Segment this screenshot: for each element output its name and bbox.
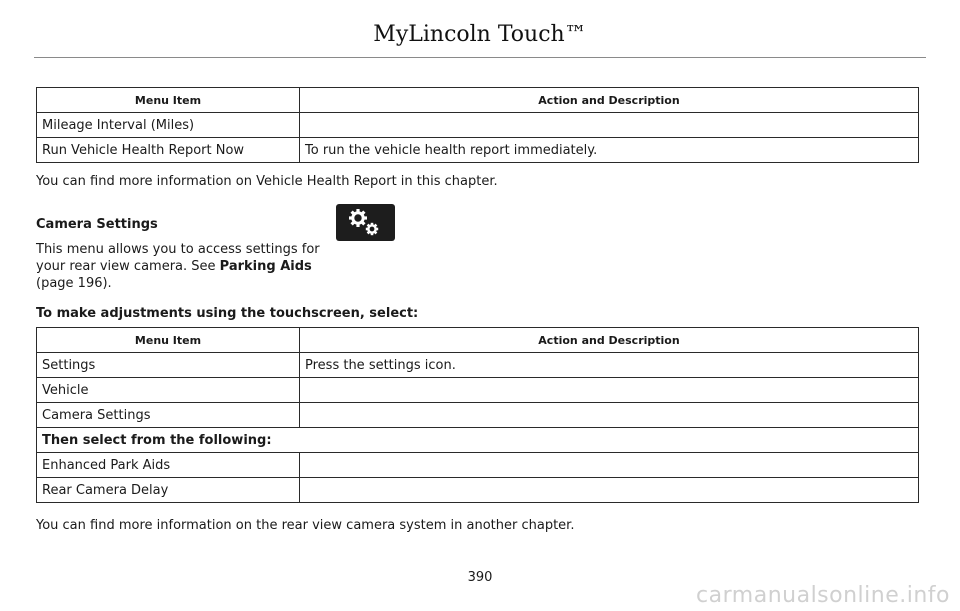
column-header-menu-item: Menu Item bbox=[37, 328, 300, 353]
vehicle-health-table bbox=[36, 87, 919, 163]
action-cell bbox=[300, 113, 919, 138]
page-reference: (page 196). bbox=[36, 276, 112, 291]
camera-desc-line2: your rear view camera. See bbox=[36, 259, 220, 274]
action-cell bbox=[300, 403, 919, 428]
table-row bbox=[37, 403, 919, 428]
camera-settings-description bbox=[36, 241, 320, 292]
table-row bbox=[37, 113, 919, 138]
camera-settings-heading: Camera Settings bbox=[36, 217, 158, 232]
column-header-action: Action and Description bbox=[300, 328, 919, 353]
table-row-span bbox=[37, 428, 919, 453]
parking-aids-link[interactable]: Parking Aids bbox=[219, 259, 312, 274]
column-header-menu-item: Menu Item bbox=[37, 88, 300, 113]
action-cell: To run the vehicle health report immediately. bbox=[300, 138, 919, 163]
table-row bbox=[37, 478, 919, 503]
rear-camera-note: You can find more information on the rear view camera system in another chapter. bbox=[36, 518, 575, 533]
menu-item-cell: Mileage Interval (Miles) bbox=[37, 113, 300, 138]
select-following-cell: Then select from the following: bbox=[37, 428, 919, 453]
menu-item-cell: Camera Settings bbox=[37, 403, 300, 428]
camera-settings-table bbox=[36, 327, 919, 503]
page-title: MyLincoln Touch™ bbox=[373, 22, 587, 47]
table-header-row bbox=[37, 328, 919, 353]
page-number: 390 bbox=[467, 570, 493, 585]
table-header-row bbox=[37, 88, 919, 113]
action-cell: Press the settings icon. bbox=[300, 353, 919, 378]
watermark: carmanualsonline.info bbox=[696, 583, 950, 608]
table-row bbox=[37, 353, 919, 378]
menu-item-cell: Rear Camera Delay bbox=[37, 478, 300, 503]
menu-item-cell: Vehicle bbox=[37, 378, 300, 403]
table-row bbox=[37, 453, 919, 478]
gears-icon bbox=[336, 204, 395, 241]
action-cell bbox=[300, 378, 919, 403]
menu-item-cell: Settings bbox=[37, 353, 300, 378]
action-cell bbox=[300, 453, 919, 478]
header-divider bbox=[34, 57, 926, 58]
adjustments-heading: To make adjustments using the touchscreen, select: bbox=[36, 306, 419, 321]
table-row bbox=[37, 138, 919, 163]
menu-item-cell: Run Vehicle Health Report Now bbox=[37, 138, 300, 163]
action-cell bbox=[300, 478, 919, 503]
column-header-action: Action and Description bbox=[300, 88, 919, 113]
table-row bbox=[37, 378, 919, 403]
menu-item-cell: Enhanced Park Aids bbox=[37, 453, 300, 478]
camera-desc-line1: This menu allows you to access settings for bbox=[36, 242, 320, 257]
health-report-note: You can find more information on Vehicle Health Report in this chapter. bbox=[36, 174, 498, 189]
